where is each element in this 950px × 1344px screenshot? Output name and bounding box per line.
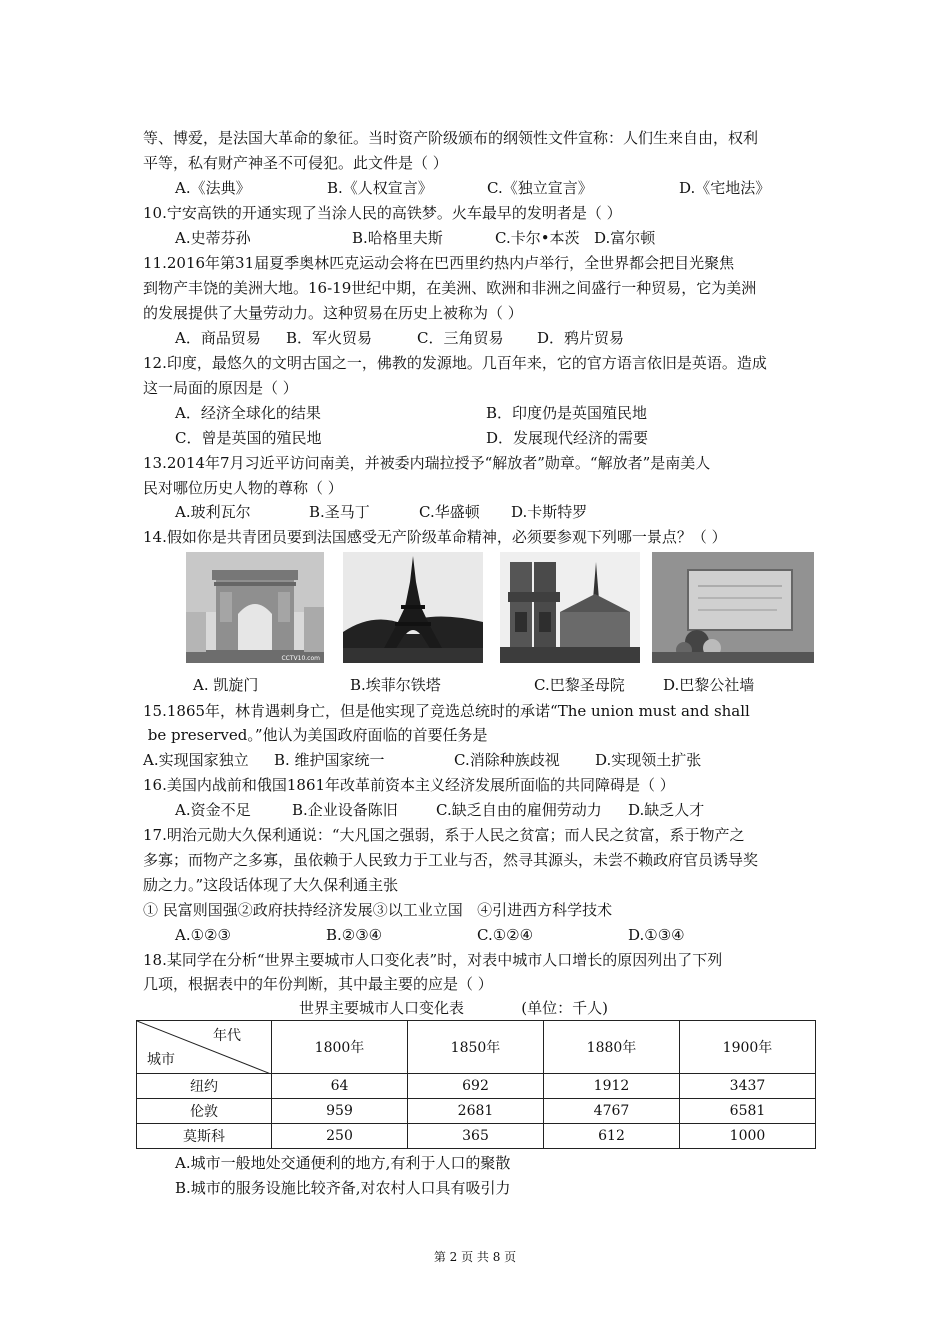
- table-row: [137, 1099, 816, 1124]
- value-cell: 6581: [680, 1099, 816, 1124]
- q18-text-line2: 几项，根据表中的年份判断，其中最主要的应是（ ）: [143, 975, 493, 993]
- q14-option-b: B.埃菲尔铁塔: [350, 676, 441, 694]
- photo-arc-de-triomphe: [186, 552, 324, 663]
- q11-option-d: D．鸦片贸易: [537, 329, 625, 347]
- q17-option-d: D.①③④: [628, 926, 685, 944]
- city-cell: 纽约: [137, 1074, 272, 1099]
- q14-option-c: C.巴黎圣母院: [534, 676, 625, 694]
- population-table: [136, 1020, 816, 1149]
- q10-option-b: B.哈格里夫斯: [352, 229, 443, 247]
- value-cell: 1000: [680, 1124, 816, 1149]
- photo-paris-commune-wall: [652, 552, 814, 663]
- q17-text-line4: ① 民富则国强②政府扶持经济发展③以工业立国 ④引进西方科学技术: [143, 901, 613, 919]
- q13-option-c: C.华盛顿: [419, 503, 480, 521]
- q11-option-c: C．三角贸易: [417, 329, 504, 347]
- value-cell: 64: [272, 1074, 408, 1099]
- value-cell: 959: [272, 1099, 408, 1124]
- header-year-label: 年代: [213, 1028, 241, 1044]
- city-cell: 伦敦: [137, 1099, 272, 1124]
- year-header-1880: 1880年: [544, 1021, 680, 1074]
- q10-text-line1: 10.宁安高铁的开通实现了当涂人民的高铁梦。火车最早的发明者是（ ）: [143, 204, 622, 222]
- q14-option-d: D.巴黎公社墙: [663, 676, 755, 694]
- value-cell: 250: [272, 1124, 408, 1149]
- q12-text-line1: 12.印度，最悠久的文明古国之一，佛教的发源地。几百年来，它的官方语言依旧是英语。造成: [143, 354, 767, 372]
- q13-option-b: B.圣马丁: [309, 503, 370, 521]
- value-cell: 2681: [408, 1099, 544, 1124]
- q9-text-line2: 平等，私有财产神圣不可侵犯。此文件是（ ）: [143, 154, 448, 172]
- q15-option-d: D.实现领土扩张: [595, 751, 702, 769]
- q17-option-a: A.①②③: [175, 926, 231, 944]
- q15-text-line1: 15.1865年，林肯遇刺身亡，但是他实现了竞选总统时的承诺“The union must and shall: [143, 702, 750, 720]
- header-city-label: 城市: [147, 1052, 175, 1068]
- q11-option-b: B．军火贸易: [286, 329, 373, 347]
- q16-option-d: D.缺乏人才: [628, 801, 705, 819]
- q10-option-a: A.史蒂芬孙: [175, 229, 251, 247]
- value-cell: 4767: [544, 1099, 680, 1124]
- table-caption: 世界主要城市人口变化表 (单位：千人): [299, 999, 608, 1017]
- q9-option-c: C.《独立宣言》: [487, 179, 593, 197]
- table-corner-cell: [137, 1021, 272, 1074]
- photo-notre-dame: [500, 552, 640, 663]
- q10-option-d: D.富尔顿: [594, 229, 656, 247]
- q12-option-c: C．曾是英国的殖民地: [175, 429, 322, 447]
- q18-text-line1: 18.某同学在分析“世界主要城市人口变化表”时，对表中城市人口增长的原因列出了下列: [143, 951, 723, 969]
- city-cell: 莫斯科: [137, 1124, 272, 1149]
- q12-option-a: A．经济全球化的结果: [175, 404, 321, 422]
- q17-text-line2: 多寡；而物产之多寡，虽依赖于人民致力于工业与否，然寻其源头，未尝不赖政府官员诱导奖: [143, 851, 759, 869]
- q14-text-line1: 14.假如你是共青团员要到法国感受无产阶级革命精神，必须要参观下列哪一景点？（ ）: [143, 528, 727, 546]
- q11-text-line2: 到物产丰饶的美洲大地。16-19世纪中期，在美洲、欧洲和非洲之间盛行一种贸易，它为美洲: [143, 279, 757, 297]
- q11-text-line3: 的发展提供了大量劳动力。这种贸易在历史上被称为（ ）: [143, 304, 523, 322]
- cctv-watermark: CCTV10.com: [281, 655, 320, 662]
- year-header-1850: 1850年: [408, 1021, 544, 1074]
- table-row: [137, 1074, 816, 1099]
- q16-option-a: A.资金不足: [175, 801, 251, 819]
- q17-text-line1: 17.明治元勋大久保利通说：“大凡国之强弱，系于人民之贫富；而人民之贫富，系于物产之: [143, 826, 745, 844]
- q9-option-a: A.《法典》: [175, 179, 251, 197]
- q13-option-d: D.卡斯特罗: [511, 503, 588, 521]
- q10-option-c: C.卡尔•本茨: [495, 229, 580, 247]
- value-cell: 692: [408, 1074, 544, 1099]
- q14-option-a: A. 凯旋门: [193, 676, 259, 694]
- q12-text-line2: 这一局面的原因是（ ）: [143, 379, 298, 397]
- q13-option-a: A.玻利瓦尔: [175, 503, 251, 521]
- q15-text-line2: be preserved。”他认为美国政府面临的首要任务是: [143, 726, 488, 744]
- q17-option-c: C.①②④: [477, 926, 534, 944]
- q13-text-line1: 13.2014年7月习近平访问南美，并被委内瑞拉授予“解放者”勋章。“解放者”是南美人: [143, 454, 711, 472]
- q18-option-a: A.城市一般地处交通便利的地方,有利于人口的聚散: [175, 1154, 511, 1172]
- q9-option-d: D.《宅地法》: [679, 179, 771, 197]
- q15-option-a: A.实现国家独立: [143, 751, 249, 769]
- q12-option-b: B．印度仍是英国殖民地: [486, 404, 648, 422]
- page-footer: 第 2 页 共 8 页: [433, 1250, 517, 1264]
- q9-text-line1: 等、博爱，是法国大革命的象征。当时资产阶级颁布的纲领性文件宣称：人们生来自由，权利: [143, 129, 759, 147]
- value-cell: 365: [408, 1124, 544, 1149]
- q11-option-a: A．商品贸易: [175, 329, 261, 347]
- q16-option-c: C.缺乏自由的雇佣劳动力: [436, 801, 602, 819]
- q16-text-line1: 16.美国内战前和俄国1861年改革前资本主义经济发展所面临的共同障碍是（ ）: [143, 776, 675, 794]
- q11-text-line1: 11.2016年第31届夏季奥林匹克运动会将在巴西里约热内卢举行，全世界都会把目光聚焦: [143, 254, 735, 272]
- photo-eiffel-tower: [343, 552, 483, 663]
- value-cell: 1912: [544, 1074, 680, 1099]
- q13-text-line2: 民对哪位历史人物的尊称（ ）: [143, 479, 343, 497]
- q17-option-b: B.②③④: [326, 926, 383, 944]
- q15-option-b: B. 维护国家统一: [274, 751, 385, 769]
- q17-text-line3: 励之力。”这段话体现了大久保利通主张: [143, 876, 399, 894]
- q12-option-d: D．发展现代经济的需要: [486, 429, 649, 447]
- q16-option-b: B.企业设备陈旧: [292, 801, 398, 819]
- table-header-row: [137, 1021, 816, 1074]
- q15-option-c: C.消除种族歧视: [454, 751, 560, 769]
- q9-option-b: B.《人权宣言》: [327, 179, 433, 197]
- value-cell: 3437: [680, 1074, 816, 1099]
- value-cell: 612: [544, 1124, 680, 1149]
- q18-option-b: B.城市的服务设施比较齐备,对农村人口具有吸引力: [175, 1179, 511, 1197]
- year-header-1800: 1800年: [272, 1021, 408, 1074]
- year-header-1900: 1900年: [680, 1021, 816, 1074]
- table-row: [137, 1124, 816, 1149]
